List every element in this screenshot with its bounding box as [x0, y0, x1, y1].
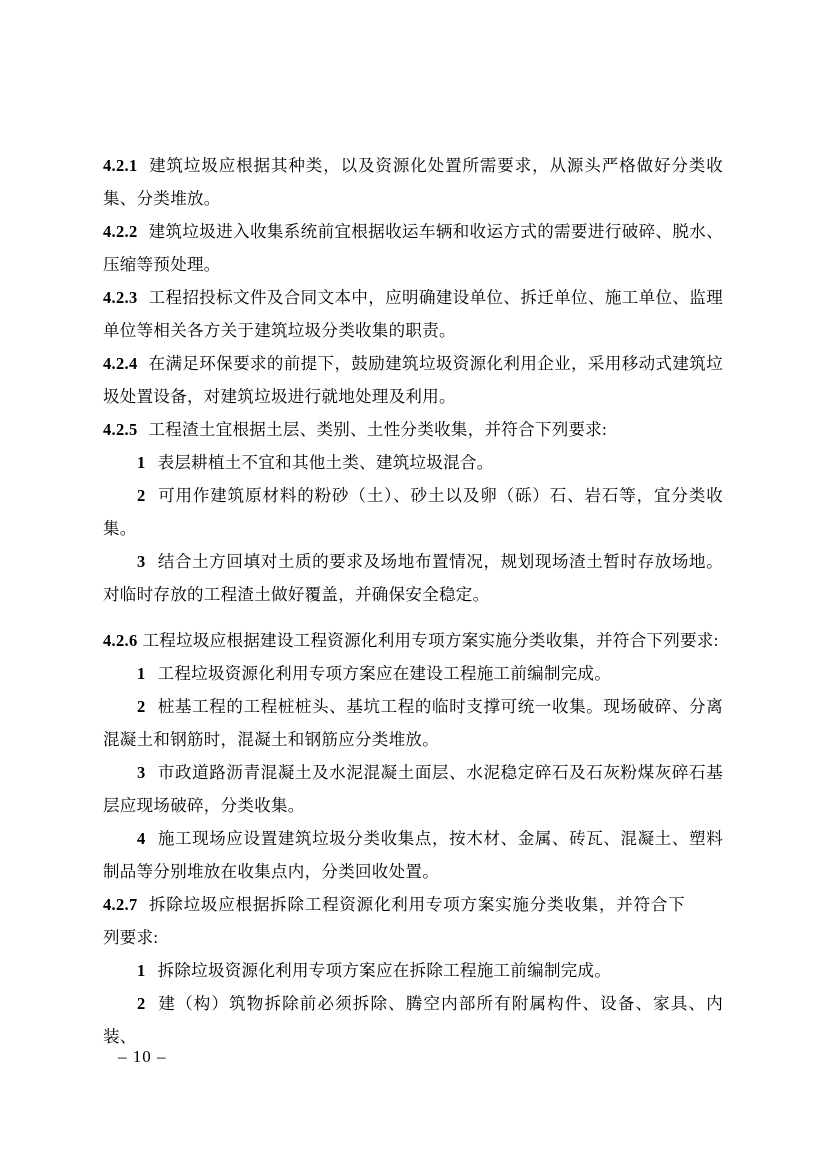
- clause-4-2-7-item-2: [103, 987, 723, 1053]
- item-text: 表层耕植土不宜和其他土类、建筑垃圾混合。: [157, 453, 494, 472]
- clause-text: 工程渣土宜根据土层、类别、土性分类收集，并符合下列要求:: [148, 420, 607, 439]
- item-text: 施工现场应设置建筑垃圾分类收集点，按木材、金属、砖瓦、混凝土、塑料制品等分别堆放在收集点内，分类回收处置。: [103, 829, 723, 881]
- clause-4-2-5-item-2: [103, 479, 723, 545]
- item-number: 1: [137, 664, 146, 683]
- clause-4-2-6-item-2: [103, 690, 723, 756]
- clause-number: 4.2.7: [103, 895, 138, 914]
- clause-number: 4.2.4: [103, 354, 138, 373]
- clause-number: 4.2.5: [103, 420, 138, 439]
- clause-text: 建筑垃圾进入收集系统前宜根据收运车辆和收运方式的需要进行破碎、脱水、压缩等预处理。: [103, 222, 723, 274]
- item-text: 拆除垃圾资源化利用专项方案应在拆除工程施工前编制完成。: [157, 961, 612, 980]
- clause-text: 建筑垃圾应根据其种类，以及资源化处置所需要求，从源头严格做好分类收集、分类堆放。: [103, 156, 723, 208]
- clause-4-2-5-item-3: [103, 545, 723, 611]
- clause-4-2-2: [103, 215, 723, 281]
- clause-number: 4.2.6: [103, 631, 138, 650]
- clause-text: 在满足环保要求的前提下，鼓励建筑垃圾资源化利用企业，采用移动式建筑垃圾处置设备，对建筑垃圾进行就地处理及利用。: [103, 354, 723, 406]
- item-number: 3: [137, 552, 146, 571]
- item-text: 市政道路沥青混凝土及水泥混凝土面层、水泥稳定碎石及石灰粉煤灰碎石基层应现场破碎，分类收集。: [103, 763, 723, 815]
- clause-text: 工程招投标文件及合同文本中，应明确建设单位、拆迁单位、施工单位、监理单位等相关各方关于建筑垃圾分类收集的职责。: [103, 288, 723, 340]
- clause-4-2-1: [103, 149, 723, 215]
- clause-4-2-3: [103, 281, 723, 347]
- clause-4-2-6-item-4: [103, 822, 723, 888]
- item-number: 1: [137, 961, 146, 980]
- item-text: 工程垃圾资源化利用专项方案应在建设工程施工前编制完成。: [157, 664, 612, 683]
- clause-4-2-6-item-1: [103, 657, 723, 690]
- clause-text: 工程垃圾应根据建设工程资源化利用专项方案实施分类收集，并符合下列要求:: [142, 631, 719, 650]
- document-body: [103, 149, 723, 1053]
- page-number: – 10 –: [118, 1047, 167, 1066]
- item-text: 桩基工程的工程桩桩头、基坑工程的临时支撑可统一收集。现场破碎、分离混凝土和钢筋时，混凝土和钢筋应分类堆放。: [103, 697, 723, 749]
- clause-4-2-5: [103, 413, 723, 446]
- clause-text: 拆除垃圾应根据拆除工程资源化利用专项方案实施分类收集，并符合下列要求:: [103, 895, 685, 947]
- item-text: 结合土方回填对土质的要求及场地布置情况，规划现场渣土暂时存放场地。对临时存放的工程渣土做好覆盖，并确保安全稳定。: [103, 552, 723, 604]
- clause-4-2-6: [103, 624, 723, 657]
- clause-4-2-6-item-3: [103, 756, 723, 822]
- item-text: 建（构）筑物拆除前必须拆除、腾空内部所有附属构件、设备、家具、内装、: [103, 994, 723, 1046]
- item-number: 2: [137, 697, 146, 716]
- item-number: 2: [137, 994, 146, 1013]
- item-number: 3: [137, 763, 146, 782]
- clause-number: 4.2.1: [103, 156, 138, 175]
- clause-4-2-7-item-1: [103, 954, 723, 987]
- clause-4-2-4: [103, 347, 723, 413]
- item-text: 可用作建筑原材料的粉砂（土）、砂土以及卵（砾）石、岩石等，宜分类收集。: [103, 486, 723, 538]
- clause-4-2-7: [103, 888, 723, 954]
- item-number: 2: [137, 486, 146, 505]
- clause-number: 4.2.3: [103, 288, 138, 307]
- clause-4-2-5-item-1: [103, 446, 723, 479]
- clause-number: 4.2.2: [103, 222, 138, 241]
- item-number: 1: [137, 453, 146, 472]
- item-number: 4: [137, 829, 146, 848]
